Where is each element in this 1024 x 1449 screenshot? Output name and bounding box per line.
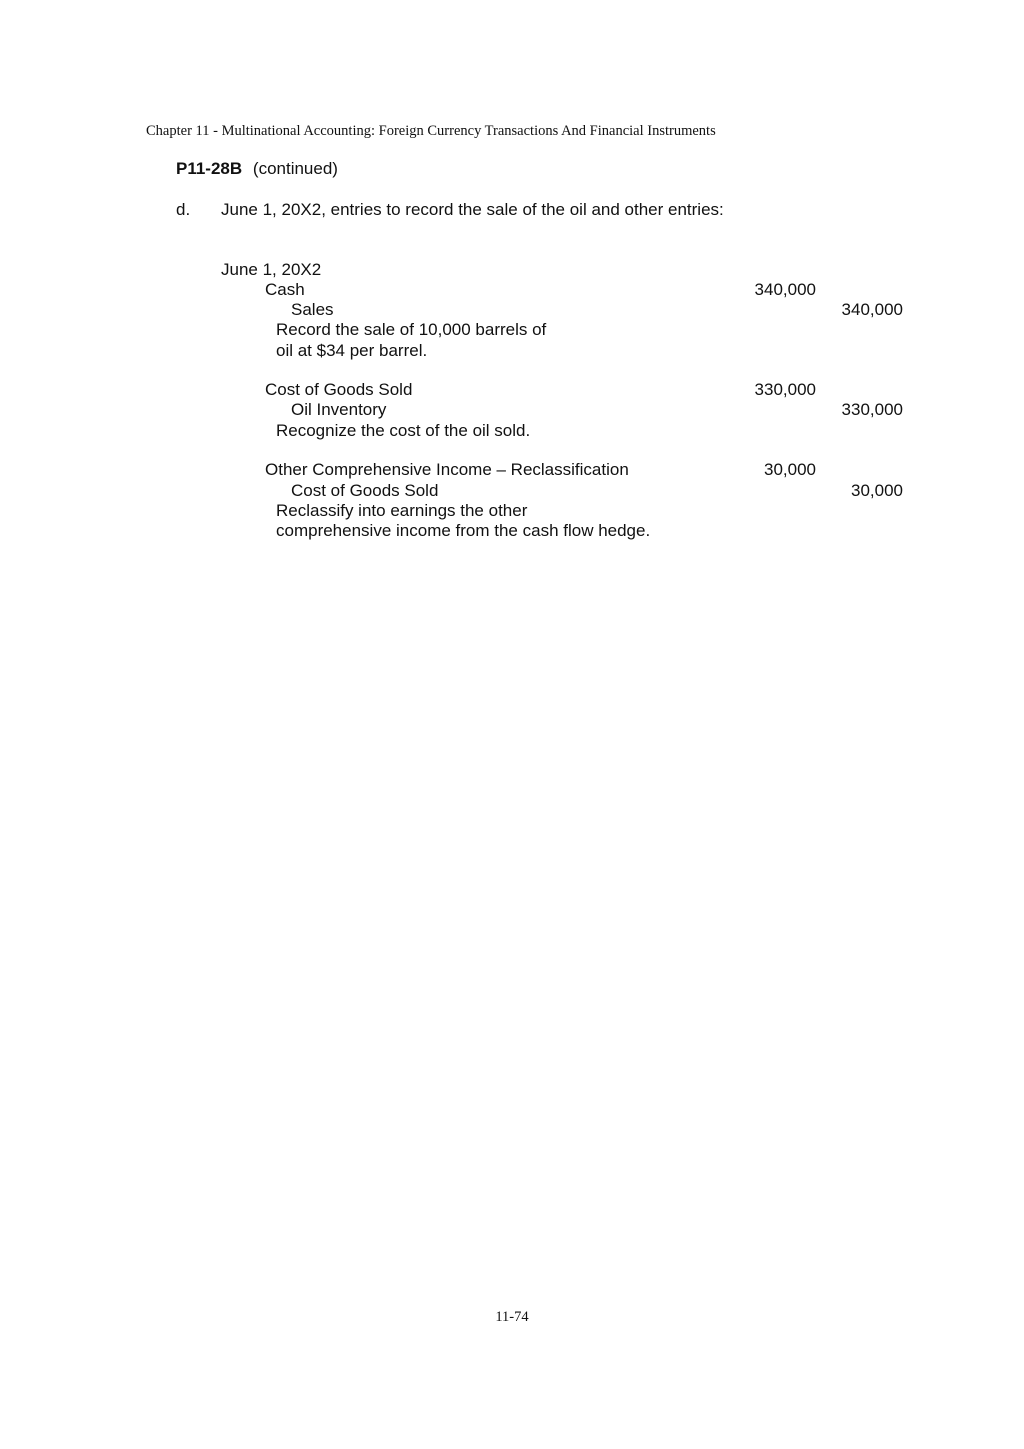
part-letter: d. — [176, 200, 191, 219]
chapter-header: Chapter 11 - Multinational Accounting: Foreign Currency Transactions And Financial Instruments — [146, 123, 716, 139]
credit-account: Cost of Goods Sold — [291, 481, 439, 500]
debit-amount: 340,000 — [754, 280, 816, 299]
debit-account: Other Comprehensive Income – Reclassification — [265, 460, 629, 479]
part-description: June 1, 20X2, entries to record the sale of the oil and other entries: — [221, 200, 724, 219]
debit-account: Cash — [265, 280, 305, 299]
entry-explanation: comprehensive income from the cash flow hedge. — [276, 521, 651, 540]
problem-heading — [176, 159, 338, 179]
debit-amount: 30,000 — [764, 460, 816, 479]
debit-amount: 330,000 — [754, 380, 816, 399]
credit-amount: 330,000 — [841, 400, 903, 419]
credit-account: Sales — [291, 300, 334, 319]
journal-date: June 1, 20X2 — [221, 260, 322, 279]
debit-account: Cost of Goods Sold — [265, 380, 413, 399]
entry-explanation: Recognize the cost of the oil sold. — [276, 421, 531, 440]
problem-id: P11-28B — [176, 159, 243, 178]
page-number: 11-74 — [495, 1309, 529, 1325]
problem-suffix: (continued) — [252, 159, 338, 178]
credit-account: Oil Inventory — [291, 400, 387, 419]
credit-amount: 30,000 — [851, 481, 903, 500]
entry-explanation: Reclassify into earnings the other — [276, 501, 528, 520]
entry-explanation: oil at $34 per barrel. — [276, 341, 428, 360]
credit-amount: 340,000 — [841, 300, 903, 319]
entry-explanation: Record the sale of 10,000 barrels of — [276, 320, 547, 339]
